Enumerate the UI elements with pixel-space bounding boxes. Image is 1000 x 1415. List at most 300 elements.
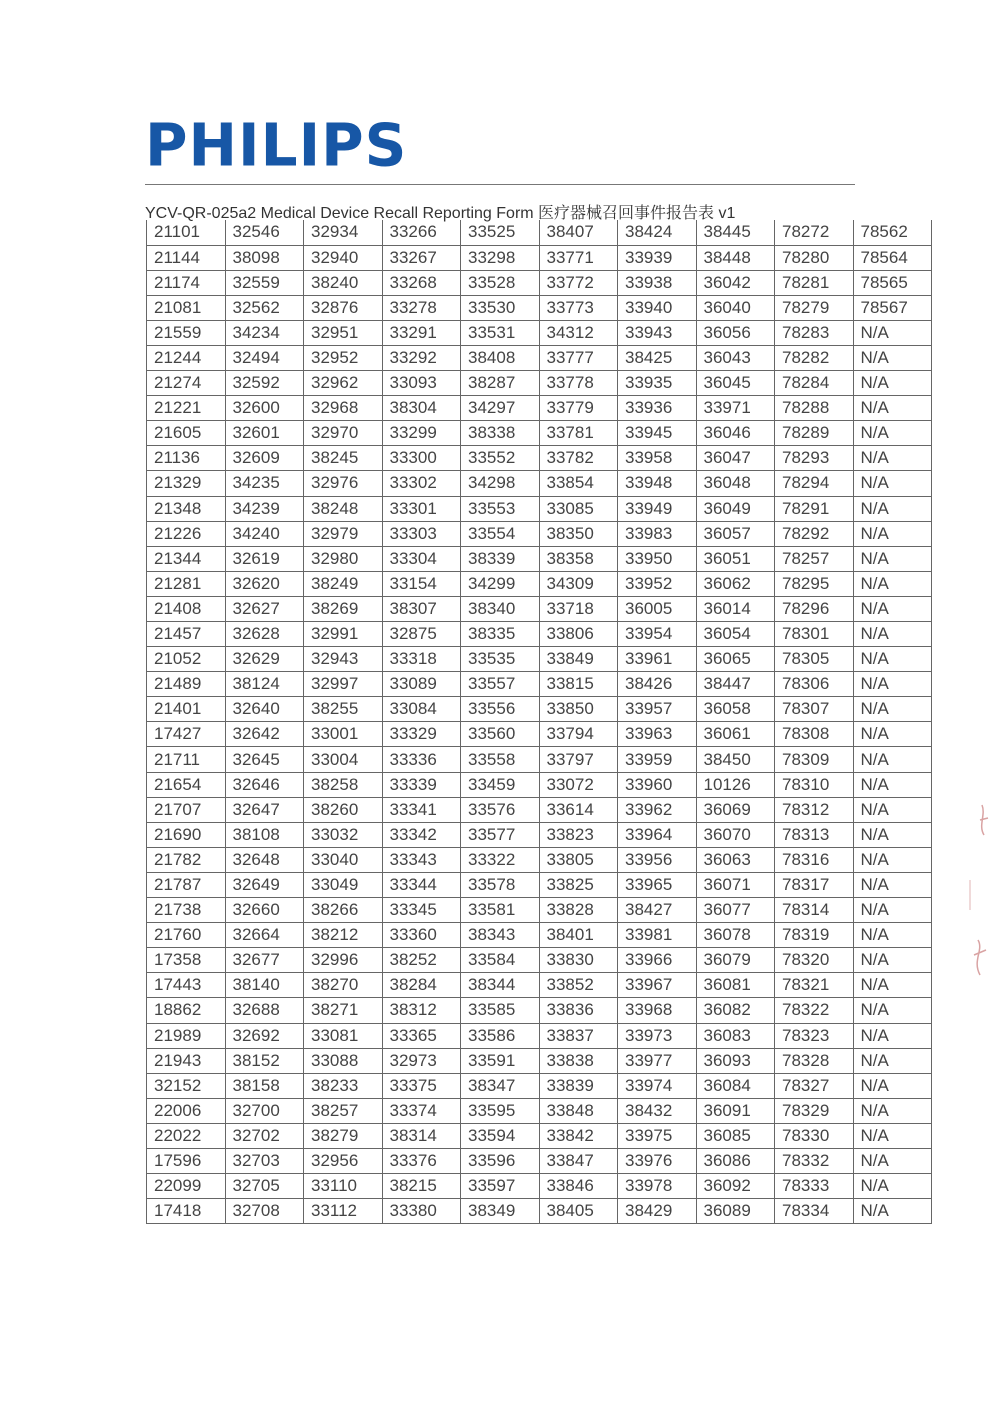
- table-row: [147, 973, 932, 998]
- table-cell: 32642: [225, 722, 304, 747]
- table-cell: 78282: [775, 345, 854, 370]
- table-cell: 78279: [775, 295, 854, 320]
- table-row: [147, 647, 932, 672]
- table-cell: 33552: [461, 446, 540, 471]
- table-cell: N/A: [853, 1199, 932, 1224]
- table-cell: 78329: [775, 1098, 854, 1123]
- table-cell: 78295: [775, 571, 854, 596]
- table-cell: N/A: [853, 923, 932, 948]
- table-cell: 33956: [618, 847, 697, 872]
- table-cell: N/A: [853, 596, 932, 621]
- table-cell: 32703: [225, 1148, 304, 1173]
- table-cell: 32677: [225, 948, 304, 973]
- table-cell: 32973: [382, 1048, 461, 1073]
- table-cell: 38304: [382, 396, 461, 421]
- table-cell: 33585: [461, 998, 540, 1023]
- table-cell: 38335: [461, 622, 540, 647]
- table-cell: 33375: [382, 1073, 461, 1098]
- table-cell: 38349: [461, 1199, 540, 1224]
- table-cell: 33968: [618, 998, 697, 1023]
- table-cell: 33531: [461, 320, 540, 345]
- table-cell: 32875: [382, 622, 461, 647]
- table-cell: 78307: [775, 697, 854, 722]
- table-cell: 21690: [147, 822, 226, 847]
- table-cell: 38408: [461, 345, 540, 370]
- table-cell: 33852: [539, 973, 618, 998]
- table-cell: 32943: [304, 647, 383, 672]
- table-cell: 33952: [618, 571, 697, 596]
- table-cell: 21782: [147, 847, 226, 872]
- table-cell: 33961: [618, 647, 697, 672]
- table-cell: 21101: [147, 220, 226, 245]
- table-cell: 21281: [147, 571, 226, 596]
- table-cell: 36049: [696, 496, 775, 521]
- table-cell: 21244: [147, 345, 226, 370]
- table-cell: 33828: [539, 898, 618, 923]
- table-cell: 33839: [539, 1073, 618, 1098]
- table-cell: 78319: [775, 923, 854, 948]
- table-cell: 32980: [304, 546, 383, 571]
- table-cell: 36040: [696, 295, 775, 320]
- table-row: [147, 948, 932, 973]
- table-cell: 33806: [539, 622, 618, 647]
- table-cell: 33939: [618, 245, 697, 270]
- table-cell: N/A: [853, 546, 932, 571]
- table-cell: 33528: [461, 270, 540, 295]
- table-cell: N/A: [853, 1148, 932, 1173]
- table-cell: 36085: [696, 1123, 775, 1148]
- table-cell: 32660: [225, 898, 304, 923]
- table-cell: 32991: [304, 622, 383, 647]
- table-cell: 38260: [304, 797, 383, 822]
- table-cell: 33336: [382, 747, 461, 772]
- table-cell: N/A: [853, 747, 932, 772]
- table-cell: N/A: [853, 1123, 932, 1148]
- table-cell: 33322: [461, 847, 540, 872]
- table-cell: 33300: [382, 446, 461, 471]
- table-cell: 32940: [304, 245, 383, 270]
- table-cell: 33847: [539, 1148, 618, 1173]
- table-cell: 33954: [618, 622, 697, 647]
- table-cell: 32708: [225, 1199, 304, 1224]
- table-cell: N/A: [853, 496, 932, 521]
- table-cell: 36091: [696, 1098, 775, 1123]
- table-cell: 78288: [775, 396, 854, 421]
- table-cell: 33110: [304, 1174, 383, 1199]
- table-cell: 33958: [618, 446, 697, 471]
- table-cell: 38258: [304, 772, 383, 797]
- table-cell: 32627: [225, 596, 304, 621]
- table-cell: 33004: [304, 747, 383, 772]
- table-cell: 38270: [304, 973, 383, 998]
- table-cell: 36078: [696, 923, 775, 948]
- table-row: [147, 847, 932, 872]
- table-cell: 38340: [461, 596, 540, 621]
- table-cell: 33342: [382, 822, 461, 847]
- table-cell: 21274: [147, 371, 226, 396]
- table-cell: 33957: [618, 697, 697, 722]
- table-cell: 17596: [147, 1148, 226, 1173]
- table-cell: 38257: [304, 1098, 383, 1123]
- table-cell: 17418: [147, 1199, 226, 1224]
- table-cell: 32640: [225, 697, 304, 722]
- table-cell: 22022: [147, 1123, 226, 1148]
- table-cell: 36065: [696, 647, 775, 672]
- table-cell: 38450: [696, 747, 775, 772]
- table-cell: 78332: [775, 1148, 854, 1173]
- table-cell: 32976: [304, 471, 383, 496]
- table-cell: 38314: [382, 1123, 461, 1148]
- table-cell: 33614: [539, 797, 618, 822]
- table-row: [147, 697, 932, 722]
- table-cell: 78321: [775, 973, 854, 998]
- table-cell: 33380: [382, 1199, 461, 1224]
- table-cell: 33981: [618, 923, 697, 948]
- table-row: [147, 220, 932, 245]
- table-row: [147, 1199, 932, 1224]
- table-cell: 78564: [853, 245, 932, 270]
- table-cell: 36051: [696, 546, 775, 571]
- table-row: [147, 872, 932, 897]
- table-cell: 33341: [382, 797, 461, 822]
- table-row: [147, 421, 932, 446]
- table-cell: 33936: [618, 396, 697, 421]
- table-cell: 36057: [696, 521, 775, 546]
- table-cell: 38447: [696, 672, 775, 697]
- table-cell: 38312: [382, 998, 461, 1023]
- table-cell: 36093: [696, 1048, 775, 1073]
- table-cell: 78330: [775, 1123, 854, 1148]
- table-cell: 36042: [696, 270, 775, 295]
- table-cell: 32648: [225, 847, 304, 872]
- table-cell: 38212: [304, 923, 383, 948]
- table-cell: 78317: [775, 872, 854, 897]
- table-cell: 33303: [382, 521, 461, 546]
- table-cell: 17427: [147, 722, 226, 747]
- table-cell: 33794: [539, 722, 618, 747]
- table-cell: 33360: [382, 923, 461, 948]
- table-row: [147, 1073, 932, 1098]
- table-cell: 38445: [696, 220, 775, 245]
- table-cell: 18862: [147, 998, 226, 1023]
- table-cell: 78313: [775, 822, 854, 847]
- table-cell: 38271: [304, 998, 383, 1023]
- table-row: [147, 1098, 932, 1123]
- table-cell: N/A: [853, 1048, 932, 1073]
- table-cell: N/A: [853, 973, 932, 998]
- table-cell: 34299: [461, 571, 540, 596]
- table-cell: N/A: [853, 647, 932, 672]
- table-cell: 33973: [618, 1023, 697, 1048]
- table-cell: 21174: [147, 270, 226, 295]
- table-cell: 32970: [304, 421, 383, 446]
- table-row: [147, 1148, 932, 1173]
- table-cell: 38432: [618, 1098, 697, 1123]
- table-cell: 78296: [775, 596, 854, 621]
- table-cell: 33948: [618, 471, 697, 496]
- table-cell: 21052: [147, 647, 226, 672]
- table-cell: 32559: [225, 270, 304, 295]
- table-cell: 78320: [775, 948, 854, 973]
- table-cell: 36081: [696, 973, 775, 998]
- table-cell: 33584: [461, 948, 540, 973]
- table-cell: 32876: [304, 295, 383, 320]
- table-cell: N/A: [853, 797, 932, 822]
- table-cell: 38249: [304, 571, 383, 596]
- table-cell: 33772: [539, 270, 618, 295]
- table-cell: N/A: [853, 822, 932, 847]
- table-cell: 36079: [696, 948, 775, 973]
- table-cell: 38215: [382, 1174, 461, 1199]
- table-cell: 78316: [775, 847, 854, 872]
- table-cell: 33849: [539, 647, 618, 672]
- table-cell: 33975: [618, 1123, 697, 1148]
- table-cell: 33299: [382, 421, 461, 446]
- table-cell: 33983: [618, 521, 697, 546]
- table-cell: 21943: [147, 1048, 226, 1073]
- table-cell: 78310: [775, 772, 854, 797]
- table-cell: 36056: [696, 320, 775, 345]
- table-cell: 33773: [539, 295, 618, 320]
- table-cell: 36070: [696, 822, 775, 847]
- table-cell: 36047: [696, 446, 775, 471]
- table-cell: 33081: [304, 1023, 383, 1048]
- table-cell: 38269: [304, 596, 383, 621]
- table-cell: 32592: [225, 371, 304, 396]
- table-cell: 33374: [382, 1098, 461, 1123]
- table-cell: 32688: [225, 998, 304, 1023]
- table-cell: 78272: [775, 220, 854, 245]
- table-cell: 34240: [225, 521, 304, 546]
- handwritten-seal-marks: [960, 790, 996, 990]
- table-cell: 33823: [539, 822, 618, 847]
- table-cell: 38448: [696, 245, 775, 270]
- table-row: [147, 923, 932, 948]
- table-cell: 33943: [618, 320, 697, 345]
- table-cell: 33278: [382, 295, 461, 320]
- table-cell: 78334: [775, 1199, 854, 1224]
- table-cell: N/A: [853, 345, 932, 370]
- table-cell: 22006: [147, 1098, 226, 1123]
- table-cell: 38339: [461, 546, 540, 571]
- table-cell: 33525: [461, 220, 540, 245]
- table-row: [147, 672, 932, 697]
- table-cell: 38343: [461, 923, 540, 948]
- table-cell: 36089: [696, 1199, 775, 1224]
- table-cell: 33965: [618, 872, 697, 897]
- table-cell: N/A: [853, 622, 932, 647]
- table-cell: 78312: [775, 797, 854, 822]
- table-cell: 33595: [461, 1098, 540, 1123]
- table-cell: 33032: [304, 822, 383, 847]
- table-cell: 33594: [461, 1123, 540, 1148]
- table-cell: N/A: [853, 872, 932, 897]
- table-cell: 38279: [304, 1123, 383, 1148]
- table-cell: 78289: [775, 421, 854, 446]
- table-cell: N/A: [853, 847, 932, 872]
- table-cell: 21738: [147, 898, 226, 923]
- table-cell: 33935: [618, 371, 697, 396]
- table-cell: N/A: [853, 1174, 932, 1199]
- table-cell: 38140: [225, 973, 304, 998]
- table-row: [147, 521, 932, 546]
- table-cell: 33837: [539, 1023, 618, 1048]
- table-cell: 33154: [382, 571, 461, 596]
- table-cell: 33771: [539, 245, 618, 270]
- table-cell: 32692: [225, 1023, 304, 1048]
- table-cell: 33093: [382, 371, 461, 396]
- table-cell: 21348: [147, 496, 226, 521]
- table-cell: 32628: [225, 622, 304, 647]
- table-cell: 21344: [147, 546, 226, 571]
- table-cell: 33292: [382, 345, 461, 370]
- table-cell: 36069: [696, 797, 775, 822]
- table-cell: 33376: [382, 1148, 461, 1173]
- table-cell: 33825: [539, 872, 618, 897]
- table-row: [147, 722, 932, 747]
- table-cell: 21226: [147, 521, 226, 546]
- table-cell: 33964: [618, 822, 697, 847]
- table-row: [147, 546, 932, 571]
- table-cell: 33578: [461, 872, 540, 897]
- table-cell: 78323: [775, 1023, 854, 1048]
- table-cell: 38425: [618, 345, 697, 370]
- table-cell: 33797: [539, 747, 618, 772]
- table-cell: 32546: [225, 220, 304, 245]
- table-cell: 78280: [775, 245, 854, 270]
- table-cell: 36082: [696, 998, 775, 1023]
- table-cell: 22099: [147, 1174, 226, 1199]
- table-cell: 36043: [696, 345, 775, 370]
- table-cell: 33345: [382, 898, 461, 923]
- table-cell: 33938: [618, 270, 697, 295]
- table-cell: 33778: [539, 371, 618, 396]
- table-cell: N/A: [853, 396, 932, 421]
- table-cell: 33848: [539, 1098, 618, 1123]
- table-cell: 34297: [461, 396, 540, 421]
- table-cell: N/A: [853, 998, 932, 1023]
- table-cell: 33962: [618, 797, 697, 822]
- table-row: [147, 295, 932, 320]
- table-cell: N/A: [853, 1073, 932, 1098]
- table-cell: 36048: [696, 471, 775, 496]
- table-cell: N/A: [853, 672, 932, 697]
- table-cell: 78294: [775, 471, 854, 496]
- table-cell: 38108: [225, 822, 304, 847]
- table-cell: 33365: [382, 1023, 461, 1048]
- table-cell: 21559: [147, 320, 226, 345]
- table-cell: 78291: [775, 496, 854, 521]
- table-cell: 33001: [304, 722, 383, 747]
- table-cell: 33304: [382, 546, 461, 571]
- table-cell: 78565: [853, 270, 932, 295]
- table-cell: N/A: [853, 521, 932, 546]
- table-cell: 33967: [618, 973, 697, 998]
- table-cell: 34235: [225, 471, 304, 496]
- table-cell: 21329: [147, 471, 226, 496]
- table-cell: 34298: [461, 471, 540, 496]
- table-cell: 33291: [382, 320, 461, 345]
- table-cell: 33112: [304, 1199, 383, 1224]
- table-cell: 21760: [147, 923, 226, 948]
- table-cell: 78283: [775, 320, 854, 345]
- table-cell: 32649: [225, 872, 304, 897]
- table-row: [147, 471, 932, 496]
- table-row: [147, 1123, 932, 1148]
- table-cell: 78293: [775, 446, 854, 471]
- table-cell: 38338: [461, 421, 540, 446]
- table-row: [147, 446, 932, 471]
- table-cell: 78284: [775, 371, 854, 396]
- table-cell: 34312: [539, 320, 618, 345]
- table-cell: N/A: [853, 1023, 932, 1048]
- table-cell: 33577: [461, 822, 540, 847]
- table-cell: 38124: [225, 672, 304, 697]
- table-cell: 33302: [382, 471, 461, 496]
- table-cell: 33836: [539, 998, 618, 1023]
- table-cell: 33854: [539, 471, 618, 496]
- table-cell: 33040: [304, 847, 383, 872]
- table-cell: 33591: [461, 1048, 540, 1073]
- table-cell: 33960: [618, 772, 697, 797]
- table-cell: 36054: [696, 622, 775, 647]
- table-cell: 33781: [539, 421, 618, 446]
- table-row: [147, 396, 932, 421]
- form-title: YCV-QR-025a2 Medical Device Recall Reporting Form 医疗器械召回事件报告表 v1: [145, 205, 736, 222]
- table-cell: 32629: [225, 647, 304, 672]
- table-cell: 32702: [225, 1123, 304, 1148]
- table-cell: 32600: [225, 396, 304, 421]
- table-cell: 36063: [696, 847, 775, 872]
- table-cell: N/A: [853, 898, 932, 923]
- table-row: [147, 571, 932, 596]
- table-cell: 33586: [461, 1023, 540, 1048]
- table-cell: 10126: [696, 772, 775, 797]
- table-cell: 32705: [225, 1174, 304, 1199]
- table-cell: 33535: [461, 647, 540, 672]
- table-cell: 33966: [618, 948, 697, 973]
- table-cell: 21787: [147, 872, 226, 897]
- table-cell: 32152: [147, 1073, 226, 1098]
- table-cell: 78309: [775, 747, 854, 772]
- table-cell: 33838: [539, 1048, 618, 1073]
- table-cell: 33830: [539, 948, 618, 973]
- table-cell: 34234: [225, 320, 304, 345]
- table-cell: 33530: [461, 295, 540, 320]
- table-cell: 33850: [539, 697, 618, 722]
- table-cell: 34239: [225, 496, 304, 521]
- table-cell: 38350: [539, 521, 618, 546]
- table-row: [147, 898, 932, 923]
- table-cell: 33963: [618, 722, 697, 747]
- table-cell: 33560: [461, 722, 540, 747]
- table-cell: 17443: [147, 973, 226, 998]
- table-cell: 21081: [147, 295, 226, 320]
- table-cell: 38405: [539, 1199, 618, 1224]
- table-cell: 33782: [539, 446, 618, 471]
- table-cell: 33343: [382, 847, 461, 872]
- table-cell: 33459: [461, 772, 540, 797]
- table-row: [147, 345, 932, 370]
- table-cell: 33558: [461, 747, 540, 772]
- table-cell: 32968: [304, 396, 383, 421]
- table-cell: 38233: [304, 1073, 383, 1098]
- table-cell: 32620: [225, 571, 304, 596]
- table-cell: 38240: [304, 270, 383, 295]
- table-row: [147, 1023, 932, 1048]
- table-cell: 38426: [618, 672, 697, 697]
- table-cell: 33301: [382, 496, 461, 521]
